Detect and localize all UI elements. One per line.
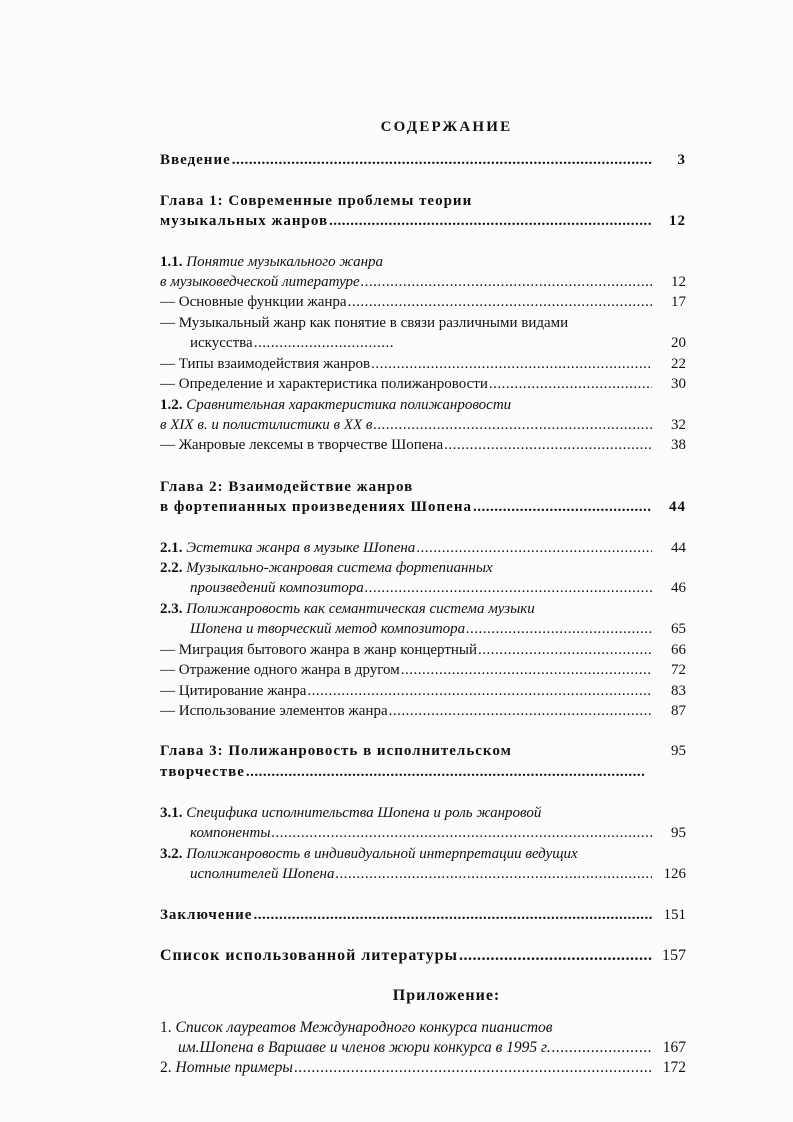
toc-item: — Отражение одного жанра в другом ..... 72 [160, 660, 686, 680]
section-2-1-entry: 2.1. Эстетика жанра в музыке Шопена ..... 44 [160, 538, 686, 558]
appendix-item-1-heading: 1. Список лауреатов Международного конкурса пианистов [160, 1019, 553, 1036]
toc-entry-intro: Введение ..... 3 [160, 150, 686, 170]
toc-item: — Миграция бытового жанра в жанр концертный ..... 66 [160, 640, 686, 660]
section-1-2-entry: в XIX в. и полистилистики в XX в ..... 32 [160, 415, 686, 435]
section-1-1-heading: 1.1. Понятие музыкального жанра [160, 254, 384, 270]
toc-item: — Основные функции жанра ..... 17 [160, 292, 686, 312]
section-3-2-entry: исполнителей Шопена ..... 126 [160, 864, 686, 884]
section-2-2-entry: произведений композитора ..... 46 [160, 578, 686, 598]
chapter-3-heading: Глава 3: Полижанровость в исполнительском 95 [160, 743, 686, 759]
toc-item: — Типы взаимодействия жанров ..... 22 [160, 354, 686, 374]
chapter-2-entry: в фортепианных произведениях Шопена ..... 44 [160, 497, 686, 517]
section-3-1-heading: 3.1. Специфика исполнительства Шопена и роль жанровой [160, 805, 542, 821]
appendix-title: Приложение: [392, 987, 501, 1004]
appendix-item-2-entry: 2. Нотные примеры ..... 172 [160, 1058, 686, 1078]
page-title: СОДЕРЖАНИЕ [380, 119, 513, 135]
chapter-1-entry: музыкальных жанров ..... 12 [160, 211, 686, 231]
toc-item: — Использование элементов жанра ..... 87 [160, 701, 686, 721]
section-3-2-heading: 3.2. Полижанровость в индивидуальной интерпретации ведущих [160, 846, 578, 862]
chapter-3-continuation: творчестве ..... [160, 762, 650, 782]
chapter-2-heading: Глава 2: Взаимодействие жанров [160, 479, 414, 495]
toc-item-continuation: искусства ..... 20 [160, 333, 686, 353]
toc-entry-bibliography: Список использованной литературы ..... 157 [160, 946, 686, 966]
section-1-2-heading: 1.2. Сравнительная характеристика полижанровости [160, 397, 512, 413]
toc-item: — Музыкальный жанр как понятие в связи различными видами [160, 315, 569, 331]
section-2-3-heading: 2.3. Полижанровость как семантическая система музыки [160, 601, 535, 617]
section-3-1-entry: компоненты ..... 95 [160, 823, 686, 843]
section-2-3-entry: Шопена и творческий метод композитора ..... 65 [160, 619, 686, 639]
section-2-2-heading: 2.2. Музыкально-жанровая система фортепианных [160, 560, 493, 576]
toc-item: — Цитирование жанра ..... 83 [160, 681, 686, 701]
toc-item: — Жанровые лексемы в творчестве Шопена ..... 38 [160, 435, 686, 455]
chapter-1-heading: Глава 1: Современные проблемы теории [160, 193, 473, 209]
section-1-1-entry: в музыковедческой литературе ..... 12 [160, 272, 686, 292]
toc-item: — Определение и характеристика полижанровости ..... 30 [160, 374, 686, 394]
appendix-item-1-entry: им.Шопена в Варшаве и членов жюри конкурса в 1995 г. ..... 167 [160, 1038, 686, 1058]
toc-entry-conclusion: Заключение ..... 151 [160, 905, 686, 925]
